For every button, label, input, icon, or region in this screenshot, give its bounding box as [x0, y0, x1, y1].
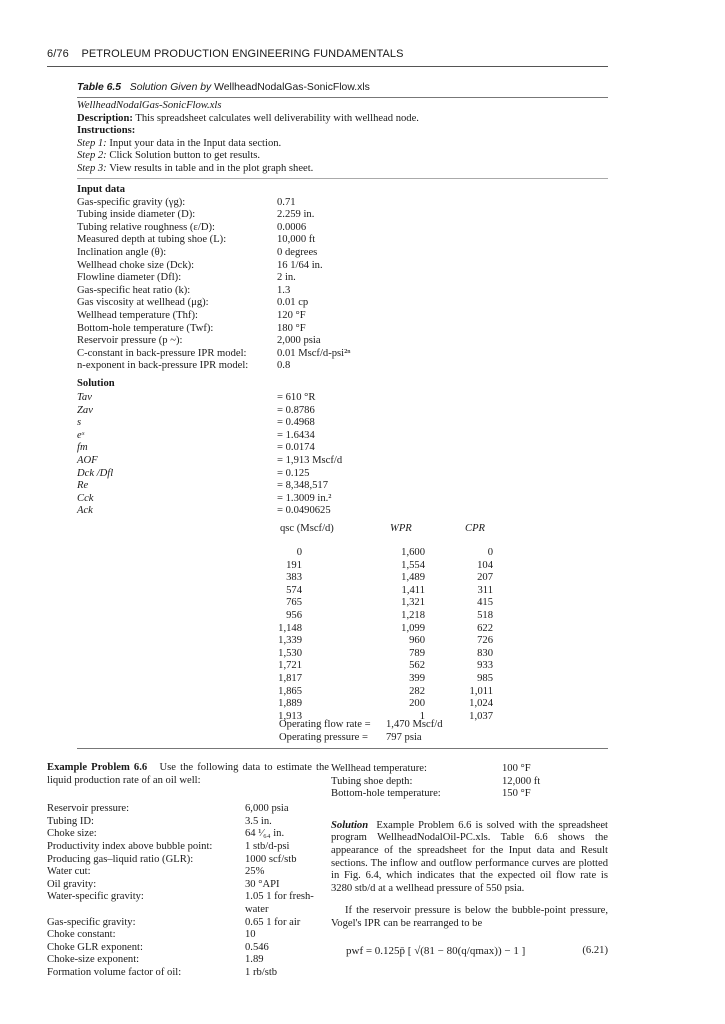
- solution-value: = 0.8786: [277, 404, 315, 416]
- operating-flow-rate: 1,470 Mscf/d: [386, 719, 443, 730]
- wpr-cell: 1,099: [401, 622, 425, 634]
- solution-row: [77, 417, 315, 430]
- spreadsheet-filename: WellheadNodalGas-SonicFlow.xls: [77, 100, 222, 111]
- operating-point: [279, 719, 443, 744]
- reservoir-paragraph: If the reservoir pressure is below the bubble-point pressure, Vogel's IPR can be rearranged to be: [331, 905, 608, 929]
- example-data-row: [47, 866, 329, 879]
- wpr-cell: 399: [409, 672, 425, 684]
- solution-label: fm: [77, 442, 88, 454]
- example-intro: Example Problem 6.6 Use the following data to estimate the liquid production rate of an oil well:: [47, 762, 329, 786]
- wpr-cell: 960: [409, 635, 425, 647]
- example-data-row: [47, 803, 329, 816]
- operating-pressure-label: Operating pressure =: [279, 731, 368, 743]
- solution-value: = 610 °R: [277, 392, 316, 403]
- example-data-value: 10: [245, 929, 256, 941]
- cpr-cell: 1,011: [469, 685, 493, 697]
- wpr-cell: 200: [409, 698, 425, 710]
- input-row: [77, 297, 309, 310]
- input-label: n-exponent in back-pressure IPR model:: [77, 360, 249, 372]
- cpr-cell: 933: [477, 660, 493, 672]
- solution-value: = 0.125: [277, 467, 310, 479]
- input-label: Flowline diameter (Dfl):: [77, 272, 182, 284]
- solution-row: [77, 442, 315, 455]
- input-row: [77, 284, 291, 298]
- qsc-cell: 1,865: [278, 685, 302, 697]
- example-right-label: Bottom-hole temperature:: [331, 788, 441, 800]
- example-data-row: [47, 828, 329, 841]
- cpr-cell: 726: [477, 635, 493, 647]
- qsc-cell: 1,913: [278, 710, 302, 722]
- example-right-label: Wellhead temperature:: [331, 763, 427, 774]
- example-data-row: [47, 929, 329, 942]
- example-left-column: [47, 762, 329, 980]
- caption-rule: [77, 97, 608, 98]
- solution-row: [77, 492, 332, 506]
- step-line: Step 1: Input your data in the Input data section.: [77, 137, 282, 149]
- solution-paragraph: Solution Example Problem 6.6 is solved with the spreadsheet program WellheadNodalOil-PC.xls. Table 6.6 shows the appearance of the spreadsheet for the Input data and Result sections. The inflow and outflow performance curves are plotted in Fig. 6.4, which indicates that the expected oil flow rate is 3280 stb/d at a wellhead pressure of 550 psia.: [331, 819, 609, 894]
- qsc-cell: 0: [296, 547, 302, 558]
- example-data-label: Choke size:: [47, 828, 97, 840]
- wpr-cell: 789: [409, 647, 425, 659]
- example-right-row: [331, 763, 608, 776]
- solution-label: Re: [77, 480, 89, 492]
- example-data-value: 1 stb/d-psi: [245, 840, 290, 852]
- cpr-cell: 622: [477, 622, 493, 634]
- input-row: [77, 322, 306, 336]
- wpr-cell: 1,218: [401, 609, 425, 621]
- cpr-cell: 0: [487, 547, 493, 558]
- cpr-cell: 518: [477, 609, 493, 621]
- qsc-cell: 383: [286, 572, 302, 584]
- input-row: [77, 347, 351, 361]
- solution-label: Zav: [77, 404, 93, 416]
- solution-label: AOF: [77, 454, 98, 466]
- table-label: Table 6.5: [77, 82, 122, 93]
- step-line: Step 3: View results in table and in the plot graph sheet.: [77, 162, 314, 174]
- cpr-cell: 104: [477, 559, 493, 571]
- input-label: Wellhead temperature (Thf):: [77, 309, 198, 321]
- input-data-heading: Input data: [77, 184, 125, 195]
- solution-heading: Solution: [77, 378, 115, 389]
- input-label: Wellhead choke size (Dck):: [77, 259, 195, 271]
- input-row: [77, 221, 307, 235]
- input-label: Measured depth at tubing shoe (L):: [77, 234, 227, 246]
- input-value: 10,000 ft: [277, 234, 316, 246]
- example-data-label: Productivity index above bubble point:: [47, 840, 213, 852]
- input-row: [77, 272, 296, 285]
- example-data-label: Choke constant:: [47, 929, 116, 941]
- input-value: 0.0006: [277, 221, 307, 233]
- input-label: C-constant in back-pressure IPR model:: [77, 347, 247, 359]
- cpr-cell: 985: [477, 672, 493, 684]
- qsc-cell: 1,339: [278, 635, 302, 647]
- example-right-row: [331, 776, 608, 789]
- wpr-cell: 1,554: [401, 559, 425, 571]
- example-data-row: [47, 854, 329, 867]
- operating-pressure: 797 psia: [386, 731, 422, 743]
- input-value: 180 °F: [277, 322, 306, 334]
- solution-row: [77, 392, 316, 405]
- wpr-header: WPR: [390, 523, 412, 534]
- qsc-cell: 765: [286, 597, 302, 609]
- input-value: 0.01 cp: [277, 297, 309, 309]
- table-bottom-rule: [77, 748, 608, 749]
- input-value: 2,000 psia: [277, 335, 321, 347]
- input-value: 2.259 in.: [277, 209, 315, 221]
- example-data-value: 0.546: [245, 941, 269, 953]
- wpr-cell: 562: [409, 660, 425, 672]
- input-label: Tubing relative roughness (ε/D):: [77, 221, 215, 233]
- equation-6-21: pwf = 0.125p̄ [ √(81 − 80(q/qmax)) − 1 ]: [346, 945, 526, 957]
- input-value: 0 degrees: [277, 246, 318, 258]
- example-data-value: 1 rb/stb: [245, 966, 278, 978]
- example-data-label: Water-specific gravity:: [47, 891, 144, 903]
- qsc-cell: 574: [286, 584, 302, 596]
- section-rule: [77, 178, 608, 179]
- example-data-row: [47, 841, 329, 854]
- wpr-cell: 1: [419, 710, 425, 722]
- input-row: [77, 234, 316, 247]
- example-data-value: 1.89: [245, 954, 264, 966]
- instructions-label: Instructions:: [77, 125, 136, 137]
- example-data-value: 1.05 1 for fresh-water: [245, 891, 314, 915]
- description-text: This spreadsheet calculates well deliverability with wellhead node.: [135, 112, 419, 124]
- header-rule: [47, 66, 608, 67]
- input-label: Gas-specific gravity (γg):: [77, 196, 186, 208]
- example-data-value: 30 °API: [245, 878, 280, 890]
- input-label: Gas viscosity at wellhead (μg):: [77, 297, 209, 309]
- wpr-cell: 1,411: [401, 584, 425, 596]
- wpr-cell: 1,321: [401, 597, 425, 609]
- example-data-value: 6,000 psia: [245, 803, 289, 815]
- input-row: [77, 360, 291, 373]
- example-title: Example Problem 6.6: [47, 762, 148, 773]
- example-data-label: Gas-specific gravity:: [47, 916, 136, 928]
- qsc-cell: 1,530: [278, 647, 302, 659]
- operating-flow-rate-label: Operating flow rate =: [279, 719, 371, 730]
- solution-row: [77, 480, 328, 493]
- solution-value: = 0.0174: [277, 442, 315, 454]
- page-header: [47, 48, 404, 60]
- example-data-row: [47, 917, 329, 930]
- solution-section: [77, 378, 343, 518]
- qsc-cell: 1,721: [278, 660, 302, 672]
- example-right-column: [331, 763, 608, 931]
- table-caption-text: Solution Given by: [129, 82, 212, 93]
- solution-label: s: [77, 417, 82, 429]
- example-data-row: [47, 816, 329, 829]
- example-data-value: 1000 scf/stb: [245, 853, 297, 865]
- input-value: 1.3: [277, 284, 291, 296]
- example-data-row: [47, 942, 329, 955]
- example-right-label: Tubing shoe depth:: [331, 775, 413, 787]
- qsc-header: qsc (Mscf/d): [280, 523, 334, 534]
- spreadsheet-intro: [77, 100, 419, 176]
- solution-row: [77, 429, 315, 443]
- input-value: 0.8: [277, 360, 291, 372]
- example-right-value: 12,000 ft: [502, 775, 541, 787]
- qsc-cell: 1,889: [278, 698, 302, 710]
- example-right-row: [331, 788, 608, 801]
- qsc-cell: 956: [286, 609, 302, 621]
- cpr-cell: 311: [477, 584, 493, 596]
- input-value: 120 °F: [277, 309, 306, 321]
- solution-row: [77, 467, 310, 481]
- example-data-label: Tubing ID:: [47, 815, 94, 827]
- input-value: 0.71: [277, 196, 296, 208]
- solution-row: [77, 404, 315, 418]
- input-row: [77, 309, 306, 323]
- solution-value: = 1,913 Mscf/d: [277, 454, 343, 466]
- description-label: Description:: [77, 112, 133, 124]
- input-row: [77, 259, 323, 273]
- qsc-cell: 1,817: [278, 672, 302, 684]
- input-value: 2 in.: [277, 272, 296, 284]
- table-caption: [77, 82, 370, 93]
- solution-value: = 0.0490625: [277, 505, 331, 517]
- input-value: 16 1/64 in.: [277, 259, 323, 271]
- solution-label: eˢ: [77, 429, 84, 441]
- example-data-value: 25%: [245, 866, 265, 878]
- example-data-row: [47, 954, 329, 967]
- solution-value: = 0.4968: [277, 417, 315, 429]
- step-line: Step 2: Click Solution button to get results.: [77, 150, 261, 162]
- solution-value: = 8,348,517: [277, 480, 328, 492]
- table-caption-file: WellheadNodalGas-SonicFlow.xls: [214, 82, 370, 93]
- solution-label: Ack: [77, 505, 93, 517]
- input-label: Bottom-hole temperature (Twf):: [77, 322, 214, 334]
- example-data-value: 0.65 1 for air: [245, 916, 301, 928]
- example-data-label: Formation volume factor of oil:: [47, 966, 182, 978]
- example-data-table: [47, 803, 329, 979]
- input-row: [77, 335, 321, 348]
- example-data-row: [47, 967, 329, 980]
- input-label: Inclination angle (θ):: [77, 246, 167, 258]
- input-label: Gas-specific heat ratio (k):: [77, 284, 191, 296]
- input-row: [77, 196, 296, 210]
- cpr-cell: 830: [477, 647, 493, 659]
- input-value: 0.01 Mscf/d-psi²ⁿ: [277, 347, 351, 359]
- input-row: [77, 246, 318, 260]
- example-right-value: 100 °F: [502, 763, 531, 774]
- solution-value: = 1.3009 in.²: [277, 492, 332, 504]
- example-data-label: Reservoir pressure:: [47, 803, 130, 815]
- solution-label: Cck: [77, 492, 94, 504]
- example-data-label: Choke GLR exponent:: [47, 941, 143, 953]
- example-data-label: Oil gravity:: [47, 878, 97, 890]
- example-data-value: 3.5 in.: [245, 815, 272, 827]
- solution-row: [77, 505, 331, 518]
- cpr-cell: 1,037: [469, 710, 493, 722]
- cpr-cell: 207: [477, 572, 493, 584]
- cpr-cell: 1,024: [469, 698, 493, 710]
- input-data-section: [77, 184, 351, 373]
- example-data-label: Water cut:: [47, 866, 91, 878]
- equation-number: (6.21): [582, 945, 608, 956]
- solution-row: [77, 454, 343, 468]
- cpr-header: CPR: [465, 523, 486, 534]
- solution-label: Solution: [331, 819, 369, 831]
- example-right-value: 150 °F: [502, 788, 531, 800]
- input-label: Reservoir pressure (p ~):: [77, 335, 183, 347]
- input-label: Tubing inside diameter (D):: [77, 209, 196, 221]
- qsc-cell: 191: [286, 559, 302, 571]
- example-data-row: [47, 891, 329, 916]
- cpr-cell: 415: [477, 597, 493, 609]
- wpr-cell: 1,489: [401, 572, 425, 584]
- example-data-row: [47, 879, 329, 892]
- example-data-label: Choke-size exponent:: [47, 954, 140, 966]
- book-title: PETROLEUM PRODUCTION ENGINEERING FUNDAMENTALS: [81, 48, 404, 60]
- example-data-label: Producing gas–liquid ratio (GLR):: [47, 853, 194, 865]
- qsc-cell: 1,148: [278, 622, 302, 634]
- solution-label: Tav: [77, 392, 92, 403]
- solution-label: Dck /Dfl: [77, 467, 114, 479]
- solution-value: = 1.6434: [277, 429, 315, 441]
- example-data-value: 64 ¹⁄₆₄ in.: [245, 828, 285, 840]
- wpr-cell: 282: [409, 685, 425, 697]
- page-number: 6/76: [47, 48, 69, 60]
- wpr-cell: 1,600: [401, 547, 425, 558]
- input-row: [77, 209, 315, 222]
